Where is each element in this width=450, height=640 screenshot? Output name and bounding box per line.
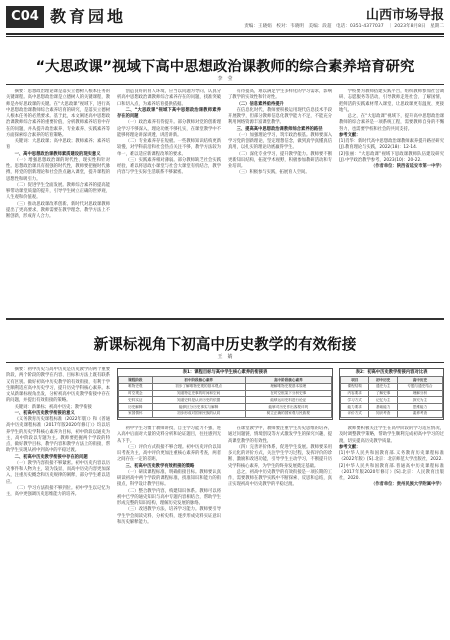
table-row: [341, 383, 443, 390]
paragraph: （三）实践素养相对薄弱。部分教师缺乏社会实践经验，难以将思政小课堂与社会大课堂有机结合，教学内容与学生实际生活联系不够紧密。: [117, 157, 221, 176]
paragraph: （三）推动思政课改革创新。新时代对思政课教师提出了更高要求，教师需要在教学理念、教学方法上不断创新，形成育人合力。: [6, 201, 110, 219]
table2-caption: 表2：初高中历史教学衔接内容对比表: [355, 370, 428, 375]
table-row: [341, 410, 443, 417]
paragraph: （三）评价方式衔接不够合理。初中历史评价以知识考查为主，高中评价更加注重核心素养的考查，两者之间存在一定的差距。: [117, 444, 221, 463]
masthead: [6, 4, 444, 34]
paragraph: （一）政治素养有待提升。部分教师对党的创新理论学习不够深入，理论功底不够扎实，在课堂教学中不能够将理论讲深讲透、讲活讲新。: [117, 120, 221, 138]
paragraph: [2]张丽：“大思政课”视域下思政课教师队伍建设研究[J].中学政治教学参考，2023(10)：20-22.: [339, 151, 444, 163]
table-header-cell: 课程阶段: [119, 377, 153, 384]
table-cell: 学习方式: [341, 397, 369, 404]
paragraph: 摘要：思想政治理论课是落实立德树人根本任务的关键课程。高中思想政治课是立德树人的关键课程，教师是办好思政课的关键。在“大思政课”视域下，进行高中思想政治课教师综合素养培育的研究，是落实立德树人根本任务的必然要求。基于此，本文阐述高中思想政治课教师综合素养的重要价值，分析教师素养培育中存在的问题，并从提升政治素养、专业素养、实践素养等方面探索综合素养的培育策略。: [6, 89, 110, 138]
table-header-cell: 高中阶段核心素养: [245, 377, 331, 384]
paragraph: （二）整合教学内容，构建知识体系。教师可以将初中已学的通史知识与高中专题内容相结合，帮助学生形成完整的知识结构，理解历史发展的脉络。: [117, 488, 221, 506]
article2-column-4: [339, 426, 444, 635]
paragraph: 有待提高，难以满足学生多样化的学习需求，影响了教学的实效性和针对性。: [228, 89, 332, 101]
table-row: [341, 390, 443, 397]
table-cell: 树立正确的国家观与民族观: [245, 410, 331, 417]
table-cell: 在时空框架下分析史事: [245, 390, 331, 397]
table1-box: [117, 368, 333, 420]
table-cell: 历史解释: [119, 404, 153, 411]
section-divider: [6, 318, 444, 320]
table-cell: 知道史料是认识历史的依据: [152, 397, 245, 404]
article2-rule: [6, 362, 444, 363]
table-cell: 内容要求: [341, 390, 369, 397]
paragraph: 总之，初高中历史教学的有效衔接是一项长期的工作，需要教师在教学实践中不断探索、反思和总结，真正实现初高中历史教学的平稳过渡。: [228, 469, 332, 488]
table-cell: 初步形成对国家民族的认同: [152, 410, 245, 417]
table-cell: 史料实证: [119, 397, 153, 404]
paragraph: （作者单位：贵州民族大学附属中学）: [370, 482, 444, 488]
table-cell: 唯物史观: [119, 383, 153, 390]
article1-rule: [6, 84, 444, 85]
table-cell: 能够区分历史事实与解释: [152, 404, 245, 411]
paragraph: 总之，在“大思政课”视域下，提升高中思想政治课教师的综合素养是一项系统工程，需要教师自身的不懈努力，也需要学校和社会的共同支持。: [339, 114, 444, 132]
table-header-cell: 项目: [341, 377, 369, 384]
table-row: [341, 397, 443, 404]
paragraph: 在课堂教学中，教师要注重学生历史思维的培养，通过问题链、情境创设等方式激发学生的探究兴趣，提高课堂教学的有效性。: [228, 426, 332, 444]
paragraph: （二）深化专业学习，提升教学能力。教师要不断更新知识结构，拓宽学术视野，积极参加教研活动和专业培训。: [228, 151, 332, 169]
paragraph: 摘要：初中历史与高中历史是历史教学的两个重要阶段，两个阶段的教学在内容、目标和方法上既有联系又有区别。做好初高中历史教学的有效衔接，有利于学生顺利适应高中历史学习，提升历史学科核心素养。本文从新课标视角出发，分析初高中历史教学衔接中存在的问题，并提出有效衔接的策略。: [6, 367, 110, 404]
paragraph: （一）加强理论学习，筑牢政治根基。教师要深入学习党的创新理论，坚定理想信念，做到真学真懂真信真用，以扎实的理论功底赢得学生。: [228, 132, 332, 151]
paragraph: 在信息化时代，教师要积极运用现代信息技术手段开展教学，但部分教师信息化教学能力不足，不能充分利用网络资源丰富课堂教学。: [228, 107, 332, 126]
table-row: [119, 404, 332, 411]
table-cell: 能够运用史料进行论证: [245, 397, 331, 404]
table-cell: 通史为主: [369, 383, 397, 390]
table-row: [119, 390, 332, 397]
paragraph: 关键词：大思政课；高中思政；教师素养；素养培育: [6, 139, 110, 151]
paragraph: （一）研读课程标准，明确衔接目标。教师要认真研读初高中两个学段的课程标准，找准知识和能力的衔接点，科学设计教学目标。: [117, 469, 221, 488]
table-cell: 思维能力: [397, 404, 442, 411]
table-cell: 理解唯物史观基本原理: [245, 383, 331, 390]
paragraph: 二、“大思政课”视域下高中思想政治课教师素养存在的问题: [117, 107, 221, 119]
paragraph: 二、初高中历史教学衔接中存在的问题: [14, 454, 88, 460]
table-cell: 能力要求: [341, 404, 369, 411]
article1-column-3: [228, 89, 332, 313]
table1-caption: 表1：课程目标与高中学生核心素养的衔接表: [182, 370, 268, 375]
masthead-rule: [6, 33, 444, 35]
paragraph: （三）改进教学方法，培养学习能力。教师要引导学生学会阅读史料、分析史料，逐步形成史料实证意识和历史解释能力。: [117, 507, 221, 525]
table-cell: 探究为主: [397, 397, 442, 404]
paragraph: （一）教学内容衔接不够紧密。初中历史内容以历史事件和人物为主，较为浅显，而高中历史内容更加深入，注重历史概念和历史规律的阐释，部分学生难以适应。: [6, 460, 110, 485]
table1: [118, 376, 332, 418]
paragraph: 参考文献：: [339, 132, 361, 138]
article2-column-3: [228, 426, 332, 635]
page-number: C04: [6, 6, 44, 28]
paragraph: （二）信息素养亟待提升: [236, 101, 284, 107]
editorial-info: 责编：王晓娟 校对：韦晓明 美编：段超 电话：0351-4377037 ｜ 2023年8月8日 星期二: [244, 24, 444, 29]
table-row: [341, 404, 443, 411]
table-cell: 家国情怀: [119, 410, 153, 417]
paragraph: 一、高中思想政治课教师素质建设的现实意义: [14, 151, 101, 157]
section-name: 教育园地: [50, 7, 127, 26]
newspaper-name: 山西市场导报: [365, 8, 444, 23]
table-cell: 记忆为主: [369, 397, 397, 404]
paragraph: 三、提高高中思想政治课教师综合素养的路径: [236, 126, 323, 132]
paragraph: （三）积极参与实践，拓展育人空间。: [236, 170, 310, 176]
table2-box: [339, 368, 444, 420]
article2-title: 新课标视角下初高中历史教学的有效衔接: [93, 336, 357, 353]
paragraph: 三、初高中历史教学有效衔接的策略: [125, 463, 195, 469]
table-cell: 专题与通史结合: [397, 383, 442, 390]
article1-column-2: [117, 89, 221, 313]
paragraph: 教师要积极关注学生在高中阶段的学习适应情况，及时调整教学策略，帮助学生顺利完成初高中学习的过渡，切实提高历史教学质量。: [339, 426, 444, 444]
table-cell: 了解史事: [369, 390, 397, 397]
paragraph: 创造良好的育人环境，应当以问题为导向，认真分析高中思想政治课教师综合素养存在的问题，找准突破口和切入点，为素养培育提供依据。: [117, 89, 221, 107]
article1-author: 李 莹: [217, 76, 233, 82]
table-cell: 素养考查: [397, 410, 442, 417]
article1-title: “大思政课”视域下高中思想政治课教师的综合素养培育研究: [35, 59, 415, 75]
table-cell: 理解分析: [397, 390, 442, 397]
paragraph: （二）专业素养存在短板。一些教师知识结构更新较慢，对学科前沿和社会热点关注不够，教学方法较为单一，难以适应新课程改革的要求。: [117, 139, 221, 157]
table-row: [119, 410, 332, 417]
paragraph: [1]中华人民共和国教育部.义务教育历史课程标准（2022年版）[S].北京：北京师范大学出版社，2022.: [339, 451, 444, 463]
table-cell: 知识考查: [369, 410, 397, 417]
table-cell: 能够对历史作出客观评判: [245, 404, 331, 411]
paragraph: 一、初高中历史教学衔接的意义: [14, 410, 75, 416]
table-row: [119, 397, 332, 404]
paragraph: 参考文献：: [339, 444, 361, 450]
paragraph: （二）促进学生全面发展。教师综合素养的提高能够带动课堂质量的提升，引导学生树立正确的世界观、人生观和价值观。: [6, 182, 110, 201]
paragraph: [2]中华人民共和国教育部.普通高中历史课程标准（2017年版2020年修订）[S].北京：人民教育出版社，2020.: [339, 463, 444, 481]
masthead-rule-thin: [6, 36, 444, 37]
table-row: [119, 383, 332, 390]
paragraph: （四）完善评价体系，促进学生发展。教师要采用多元化的评价方式，关注学生学习过程，发挥评价的诊断、激励和改进功能，引导学生主动学习，不断提升历史学科核心素养，为学生的终身发展奠定基础。: [228, 444, 332, 469]
paragraph: （二）学习方法衔接不够到位。初中学生以记忆为主，高中更强调历史思维能力的培养。: [6, 485, 110, 497]
article2-column-1: [6, 367, 110, 635]
table-cell: 初步了解唯物史观的基本观点: [152, 383, 245, 390]
table-cell: 基础能力: [369, 404, 397, 411]
paragraph: 学校要为教师搭建实践平台，组织教师参加社会调研、志愿服务等活动，引导教师走进社会、了解国情，把鲜活的实践素材带入课堂，让思政课更有温度、更接地气。: [339, 89, 444, 113]
paragraph: 《义务教育历史课程标准（2022年版）》和《普通高中历史课程标准（2017年版2020年修订）》均以培养学生的历史学科核心素养为目标，初中阶段以通史为主，高中阶段以专题为主。教师要把握两个学段的特点，做好教学目标、教学内容和教学方法上的衔接，帮助学生实现从初中到高中的平稳过渡。: [6, 417, 110, 454]
article1-column-1: [6, 89, 110, 313]
paragraph: （一）增强思想政治课的时代性、现实性和针对性。思想政治课具有很强的时代性，教师要把握时代脉搏，将党的创新理论和社会热点融入课堂，提升课程的思想性和吸引力。: [6, 157, 110, 182]
paragraph: 初中学生习惯于教师讲授，自主学习能力不强，进入高中后面对大量的史料分析和论证题目，往往感到无从下手。: [117, 426, 221, 444]
article2-author: 王 婧: [217, 354, 233, 360]
table2: [340, 376, 443, 418]
table-cell: 评价方式: [341, 410, 369, 417]
article2-column-2: [117, 426, 221, 635]
article1-column-4: [339, 89, 444, 313]
table-header-cell: 高中历史: [397, 377, 442, 384]
paragraph: （作者单位：陕西省延安市第一中学）: [370, 164, 444, 169]
paragraph: [1]肖华：新时代高中思想政治课教师素养提升路径研究[J].教育理论与实践，2022(18)：12-14.: [339, 139, 444, 151]
paragraph: 关键词：新课标；初高中历史；教学衔接: [14, 404, 92, 410]
table-cell: 知道特定史事的时间和空间: [152, 390, 245, 397]
table-cell: 课程结构: [341, 383, 369, 390]
table-header-cell: 初中阶段核心素养: [152, 377, 245, 384]
table-cell: 时空观念: [119, 390, 153, 397]
table-header-cell: 初中历史: [369, 377, 397, 384]
